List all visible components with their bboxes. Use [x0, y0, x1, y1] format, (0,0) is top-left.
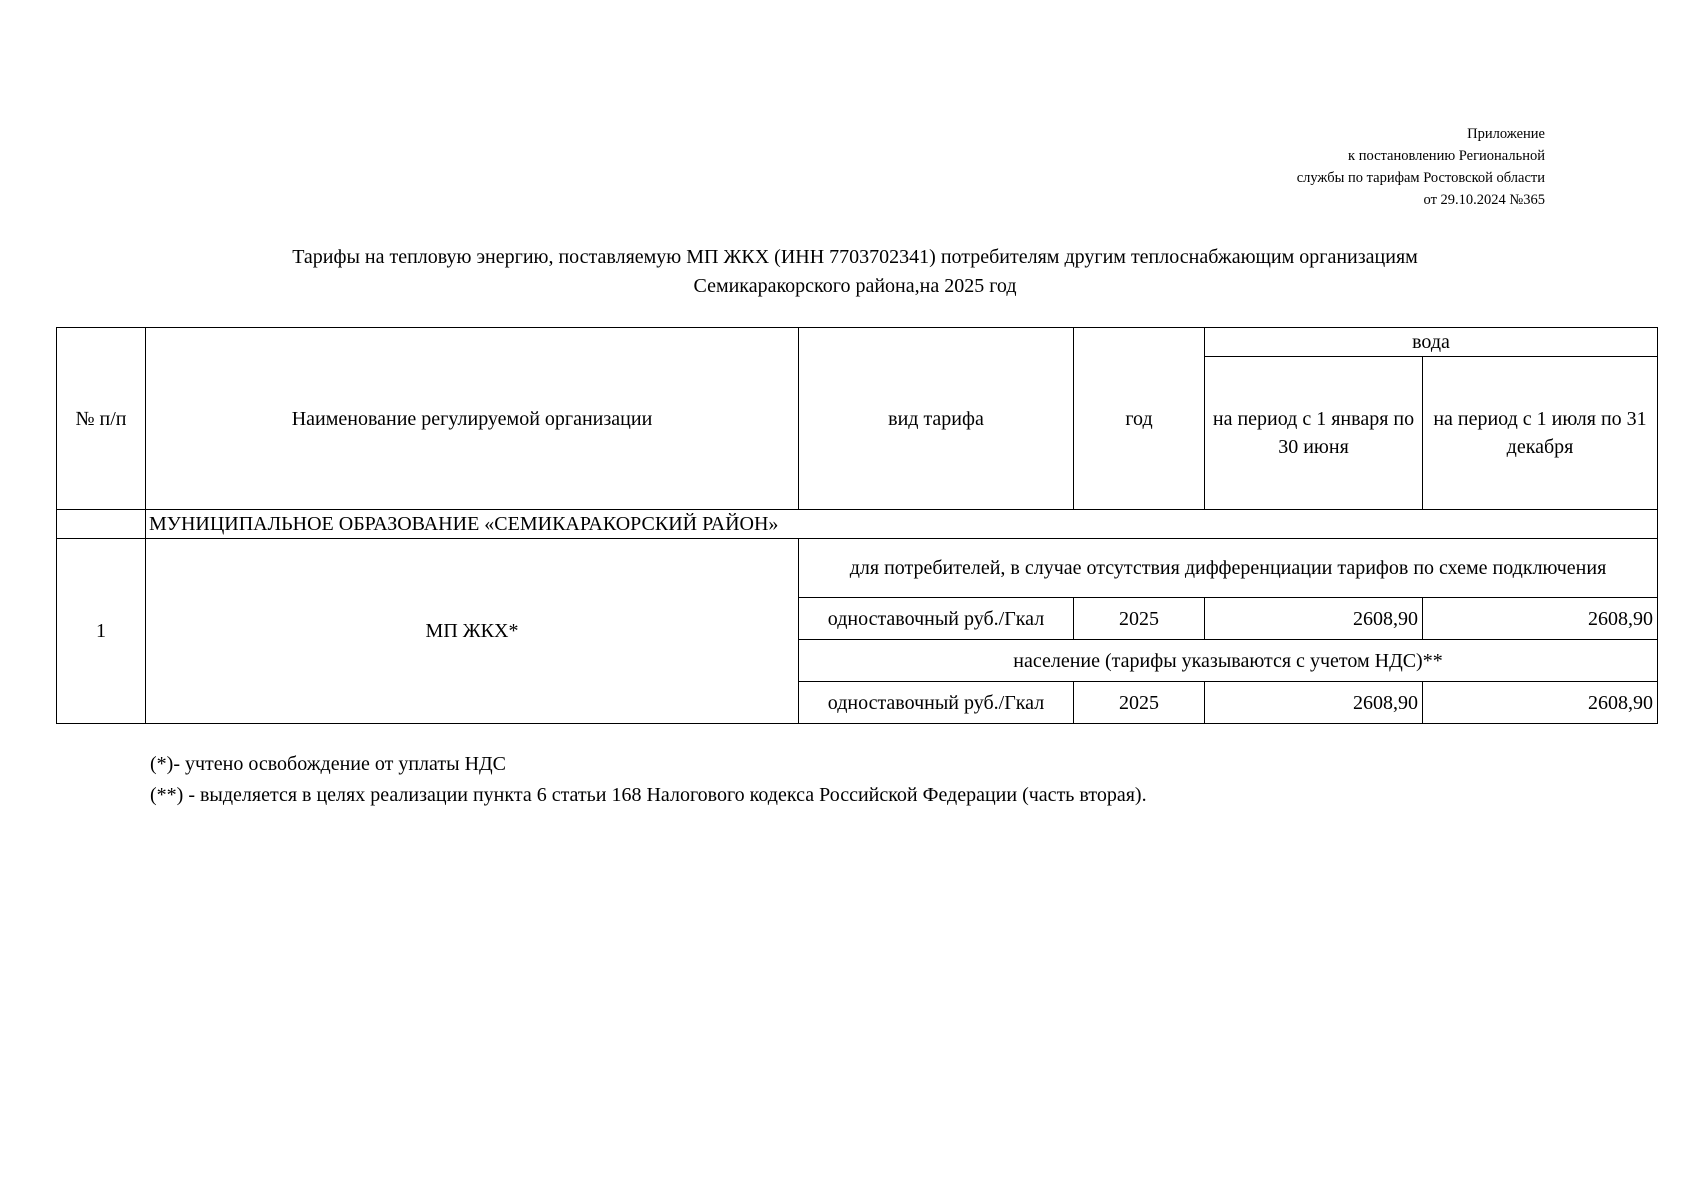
header-year: год — [1074, 328, 1205, 510]
municipality-row — [57, 510, 1658, 539]
section-label-2: население (тарифы указываются с учетом НДС)** — [799, 640, 1658, 682]
period-2-value: 2608,90 — [1423, 682, 1658, 724]
org-name: МП ЖКХ* — [146, 539, 799, 724]
appendix-block — [1297, 123, 1545, 211]
header-num: № п/п — [57, 328, 146, 510]
row-number: 1 — [57, 539, 146, 724]
year-cell: 2025 — [1074, 682, 1205, 724]
title-line-2: Семикаракорского района,на 2025 год — [693, 275, 1017, 297]
appendix-line-1: Приложение — [1467, 126, 1545, 142]
tariff-table — [56, 327, 1658, 724]
tariff-type-cell: одноставочный руб./Гкал — [799, 682, 1074, 724]
header-org: Наименование регулируемой организации — [146, 328, 799, 510]
header-period-2: на период с 1 июля по 31 декабря — [1423, 357, 1658, 510]
period-1-value: 2608,90 — [1205, 598, 1423, 640]
tariff-type-cell: одноставочный руб./Гкал — [799, 598, 1074, 640]
footnote-2: (**) - выделяется в целях реализации пункта 6 статьи 168 Налогового кодекса Российской Федерации (часть вторая). — [150, 784, 1147, 806]
section-row-1 — [57, 539, 1658, 598]
document-title — [0, 243, 1698, 301]
header-group-water: вода — [1205, 328, 1658, 357]
header-row-1 — [57, 328, 1658, 357]
header-tariff-type: вид тарифа — [799, 328, 1074, 510]
appendix-line-3: службы по тарифам Ростовской области — [1296, 170, 1545, 186]
section-label-1: для потребителей, в случае отсутствия дифференциации тарифов по схеме подключения — [799, 539, 1658, 598]
footnote-1: (*)- учтено освобождение от уплаты НДС — [150, 753, 506, 775]
period-2-value: 2608,90 — [1423, 598, 1658, 640]
appendix-line-2: к постановлению Региональной — [1348, 148, 1545, 164]
appendix-line-4: от 29.10.2024 №365 — [1423, 192, 1545, 208]
footnotes — [150, 749, 1147, 811]
header-period-1: на период с 1 января по 30 июня — [1205, 357, 1423, 510]
municipality-name: МУНИЦИПАЛЬНОЕ ОБРАЗОВАНИЕ «СЕМИКАРАКОРСКИЙ РАЙОН» — [146, 510, 1658, 539]
period-1-value: 2608,90 — [1205, 682, 1423, 724]
municipality-empty-cell — [57, 510, 146, 539]
year-cell: 2025 — [1074, 598, 1205, 640]
title-line-1: Тарифы на тепловую энергию, поставляемую МП ЖКХ (ИНН 7703702341) потребителям другим теплоснабжающим организациям — [292, 246, 1418, 268]
